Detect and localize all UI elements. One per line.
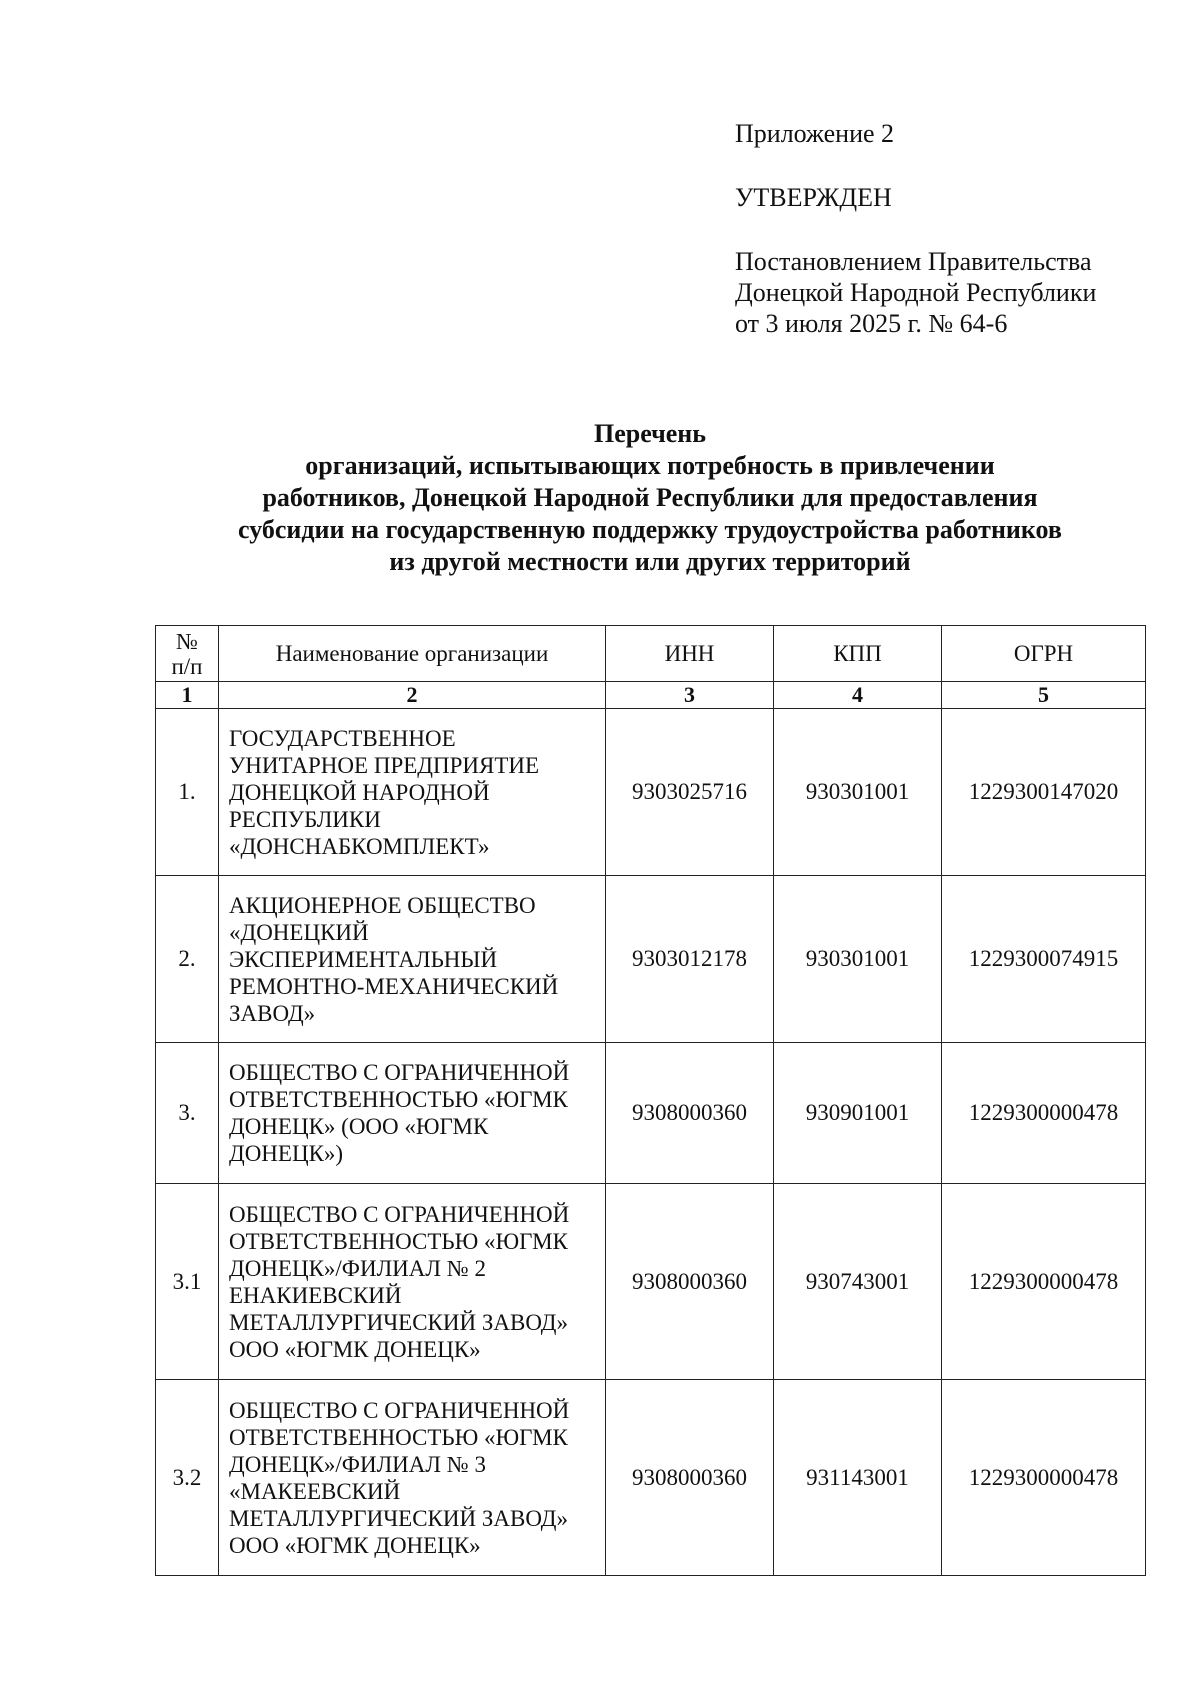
name-line: УНИТАРНОЕ ПРЕДПРИЯТИЕ (229, 752, 540, 778)
decree-line-3: от 3 июля 2025 г. № 64-6 (735, 309, 1008, 338)
title-line-3: работников, Донецкой Народной Республики для предоставления (262, 483, 1038, 512)
organization-name (219, 709, 606, 876)
name-line: ДОНЕЦК») (229, 1141, 344, 1166)
decree-line-1: Постановлением Правительства (735, 247, 1092, 276)
name-line: ДОНЕЦКОЙ НАРОДНОЙ (229, 779, 490, 805)
column-number: 3 (606, 682, 774, 709)
title-line-5: из другой местности или других территорий (389, 547, 911, 576)
name-line: ООО «ЮГМК ДОНЕЦК» (229, 1336, 481, 1362)
table-row (156, 876, 1146, 1043)
name-line: ОТВЕТСТВЕННОСТЬЮ «ЮГМК (229, 1424, 568, 1450)
column-number: 5 (942, 682, 1146, 709)
kpp-cell: 930743001 (774, 1184, 942, 1380)
kpp-cell: 930301001 (774, 709, 942, 876)
approval-block (735, 118, 1096, 339)
inn-cell: 9308000360 (606, 1043, 774, 1184)
title-line-2: организаций, испытывающих потребность в привлечении (305, 451, 995, 480)
row-number: 1. (156, 709, 219, 876)
organizations-table (155, 625, 1146, 1576)
header-num-line-1: № (176, 628, 198, 654)
name-line: РЕСПУБЛИКИ (229, 806, 381, 832)
inn-cell: 9308000360 (606, 1380, 774, 1576)
ogrn-cell: 1229300000478 (942, 1380, 1146, 1576)
column-number: 2 (219, 682, 606, 709)
header-ogrn: ОГРН (942, 626, 1146, 682)
header-num (156, 626, 219, 682)
table-row (156, 1043, 1146, 1184)
name-line: «ДОНЕЦКИЙ (229, 919, 369, 945)
inn-cell: 9303012178 (606, 876, 774, 1043)
table-row (156, 709, 1146, 876)
name-line: ДОНЕЦК» (ООО «ЮГМК (229, 1114, 489, 1139)
name-line: ОБЩЕСТВО С ОГРАНИЧЕННОЙ (229, 1201, 570, 1227)
table-row (156, 1380, 1146, 1576)
document-title (150, 418, 1150, 578)
name-line: АКЦИОНЕРНОЕ ОБЩЕСТВО (229, 892, 536, 918)
column-number: 1 (156, 682, 219, 709)
row-number: 3.2 (156, 1380, 219, 1576)
column-number: 4 (774, 682, 942, 709)
organization-name (219, 1043, 606, 1184)
name-line: РЕМОНТНО-МЕХАНИЧЕСКИЙ (229, 973, 559, 999)
name-line: ООО «ЮГМК ДОНЕЦК» (229, 1532, 481, 1558)
name-line: ОТВЕТСТВЕННОСТЬЮ «ЮГМК (229, 1087, 568, 1112)
header-inn: ИНН (606, 626, 774, 682)
ogrn-cell: 1229300000478 (942, 1184, 1146, 1380)
title-line-1: Перечень (593, 419, 707, 448)
name-line: МЕТАЛЛУРГИЧЕСКИЙ ЗАВОД» (229, 1309, 568, 1335)
name-line: ОБЩЕСТВО С ОГРАНИЧЕННОЙ (229, 1060, 570, 1085)
header-num-line-2: п/п (171, 653, 203, 679)
organization-name (219, 876, 606, 1043)
inn-cell: 9303025716 (606, 709, 774, 876)
organization-name (219, 1380, 606, 1576)
name-line: ЭКСПЕРИМЕНТАЛЬНЫЙ (229, 946, 498, 972)
organization-name (219, 1184, 606, 1380)
decree-line-2: Донецкой Народной Республики (735, 278, 1097, 307)
name-line: ЕНАКИЕВСКИЙ (229, 1282, 402, 1308)
name-line: «ДОНСНАБКОМПЛЕКТ» (229, 833, 490, 859)
approved-label: УТВЕРЖДЕН (735, 183, 892, 212)
ogrn-cell: 1229300074915 (942, 876, 1146, 1043)
ogrn-cell: 1229300000478 (942, 1043, 1146, 1184)
name-line: ОТВЕТСТВЕННОСТЬЮ «ЮГМК (229, 1228, 568, 1254)
kpp-cell: 931143001 (774, 1380, 942, 1576)
kpp-cell: 930301001 (774, 876, 942, 1043)
header-name: Наименование организации (219, 626, 606, 682)
appendix-label: Приложение 2 (735, 119, 895, 148)
name-line: ЗАВОД» (229, 1000, 316, 1026)
name-line: МЕТАЛЛУРГИЧЕСКИЙ ЗАВОД» (229, 1505, 568, 1531)
header-kpp: КПП (774, 626, 942, 682)
table-header-row (156, 626, 1146, 682)
row-number: 2. (156, 876, 219, 1043)
kpp-cell: 930901001 (774, 1043, 942, 1184)
title-line-4: субсидии на государственную поддержку трудоустройства работников (238, 515, 1062, 544)
name-line: ДОНЕЦК»/ФИЛИАЛ № 3 (229, 1451, 486, 1477)
name-line: ДОНЕЦК»/ФИЛИАЛ № 2 (229, 1255, 486, 1281)
row-number: 3.1 (156, 1184, 219, 1380)
ogrn-cell: 1229300147020 (942, 709, 1146, 876)
table-row (156, 1184, 1146, 1380)
name-line: ГОСУДАРСТВЕННОЕ (229, 725, 456, 751)
row-number: 3. (156, 1043, 219, 1184)
name-line: ОБЩЕСТВО С ОГРАНИЧЕННОЙ (229, 1397, 570, 1423)
column-numbers-row (156, 682, 1146, 709)
name-line: «МАКЕЕВСКИЙ (229, 1478, 401, 1504)
inn-cell: 9308000360 (606, 1184, 774, 1380)
